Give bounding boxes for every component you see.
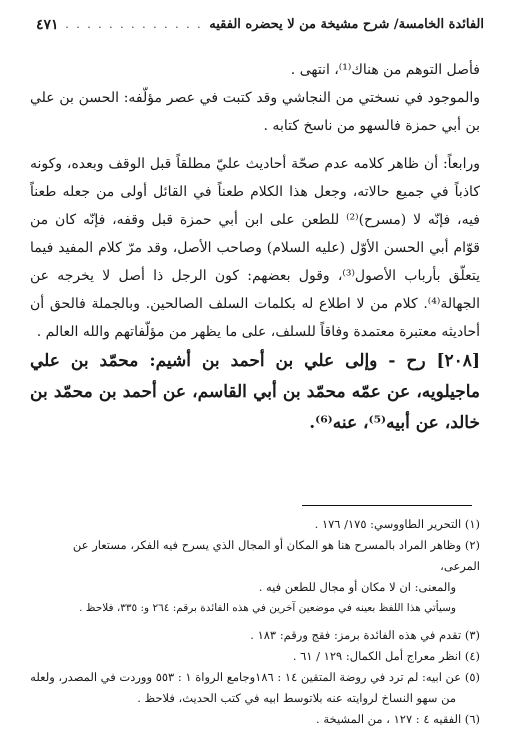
footnote-divider	[302, 505, 472, 506]
footnote-2-continued: والمعنى: ان لا مكان أو مجال للطعن فيه .	[258, 580, 456, 594]
footnote-2-note: وسيأتي هذا اللفظ بعينه في موضعين آخرين في هذه الفائدة برقم: ٢٦٤ و: ٣٣٥، فلاحظ .	[79, 602, 456, 614]
footnote-4: (٤) انظر معراج أمل الكمال: ١٢٩ / ٦١ .	[292, 649, 480, 663]
footnotes	[30, 514, 480, 730]
footnote-3: (٣) تقدم في هذه الفائدة برمز: فقج ورقم: ١٨٣ .	[250, 628, 480, 642]
footnote-6: (٦) الفقيه ٤ : ١٢٧ ، من المشيخة .	[316, 712, 480, 726]
page-number: ٤٧١	[36, 17, 59, 33]
paragraph-1: فأصل التوهم من هناك⁽¹⁾، انتهى .	[290, 62, 480, 78]
footnote-5-continued: من سهو النساخ لروايته عنه بلاتوسط ابيه في كتب الحديث، فلاحظ .	[137, 691, 456, 705]
header-title: الفائدة الخامسة/ شرح مشيخة من لا يحضره الفقيه	[209, 17, 484, 32]
paragraph-3: ورابعاً: أن ظاهر كلامه عدم صحّة أحاديث عليّ مطلقاً قبل الوقف وبعده، وكونه كاذباً في جميع حالاته، وجعل هذا الكلام طعناً في القائل أولى من جعله طعناً فيه، فإنّه لا (مسرح)⁽²⁾ للطعن على ابن أبي حمزة قبل وقفه، فإنّه كان من قوّام أبي الحسن الأوّل (عليه السلام) وصاحب الأصل، وقد مرّ كلام المفيد فيما يتعلّق بأرباب الأصول⁽³⁾، وقول بعضهم: كون الرجل ذا أصل لا يخرجه عن الجهالة⁽⁴⁾. كلام من لا اطلاع له بكلمات السلف الصالحين. وبالجملة فالحق أن أحاديثه معتبرة معتمدة وفاقاً للسلف، على ما يظهر من مؤلّفاتهم والله العالم .	[30, 156, 480, 340]
footnote-5: (٥) عن ابيه: لم ترد في روضة المتقين ١٤ : ١٨٦وجامع الرواة ١ : ٥٥٣ ووردت في المصدر، ولعله	[30, 670, 480, 684]
hadith-entry: [٢٠٨] رح - وإلى علي بن أحمد بن أشيم: محمّد بن علي ماجيلويه، عن عمّه محمّد بن أبي القاسم، عن أحمد بن محمّد بن خالد، عن أبيه⁽⁵⁾، عنه⁽⁶⁾.	[30, 351, 480, 433]
running-header	[36, 14, 484, 36]
main-text	[30, 56, 480, 439]
footnote-2: (٢) وظاهر المراد بالمسرح هنا هو المكان أو المجال الذي يسرح فيه الفكر، مستعار عن المرعى،	[72, 538, 480, 573]
footnote-1: (١) التحرير الطاووسي: ١٧٥/ ١٧٦ .	[314, 517, 480, 531]
paragraph-2: والموجود في نسختي من النجاشي وقد كتبت في عصر مؤلّفه: الحسن بن علي بن أبي حمزة فالسهو من ناسخ كتابه .	[30, 90, 480, 134]
header-leader-dots: . . . . . . . . . . . . .	[65, 18, 203, 31]
